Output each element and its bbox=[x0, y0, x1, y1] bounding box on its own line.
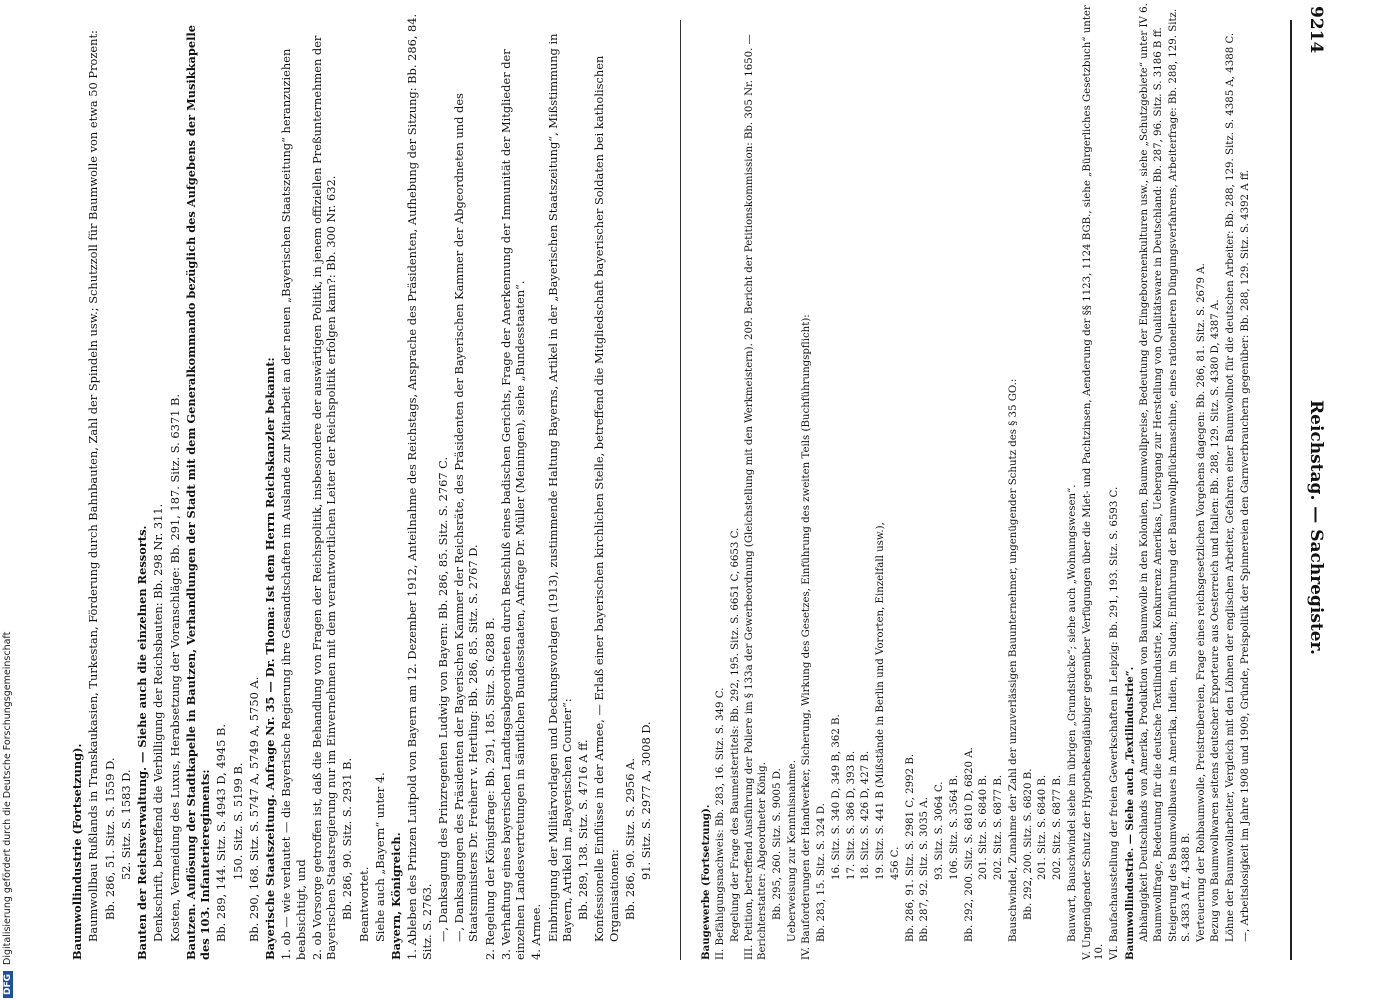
index-entry: Bb. 289, 138. Sitz. S. 4716 A ff. bbox=[576, 739, 590, 920]
index-entry: Kosten, Vermeidung des Luxus, Herabsetzung der Voranschläge: Bb. 291, 187. Sitz. S. 6371 B. bbox=[167, 394, 182, 942]
index-entry: Einbringung der Militärvorlagen und Deckungsvorlagen (1913), zustimmende Haltung Bayerns, Artikel in der „Bayerischen Staatszeitung“, Mißstimmung in Bayern, Artikel im „Bayerischen Courier“: bbox=[545, 33, 574, 942]
index-entry: 2. ob Vorsorge getroffen ist, daß die Behandlung von Fragen der Reichspolitik, insbesondere der auswärtigen Politik, in jenem offiziellen Preßunternehmen der Bayerischen Staatsregierung nur im Einvernehmen mit dem verantwortlichen Leiter der Reichspolitik erfolgen kann?: Bb. 300 Nr. 632. bbox=[309, 35, 338, 960]
index-entry: Bb. 286, 90. Sitz. S. 2931 B. bbox=[340, 757, 355, 920]
index-entry: 3. Verhaftung eines bayerischen Landtagsabgeordneten durch Beschluß eines badischen Gerichts, Frage der Anerkennung der Immunität der Mitglieder der einzelnen Landesvertretungen in sämtlichen Bundesstaaten, Anfrage Dr. Müller (Meiningen), siehe „Bundesstaaten“. bbox=[498, 49, 527, 960]
index-entry: Baumwollbau Rußlands in Transkaukasien, Turkestan, Förderung durch Bahnbauten, Zahl der Spindeln usw.; Schutzzoll für Baumwolle von etwa 50 Prozent: bbox=[86, 30, 101, 942]
index-entry: Bb. 292, 200. Sitz. S. 6820 B. bbox=[1022, 768, 1034, 920]
index-entry: Ueberweisung zur Kenntnisnahme. bbox=[786, 760, 798, 942]
index-entry: Regelung der Frage des Baumeistertitels: Bb. 292, 195. Sitz. S. 6651 C, 6653 C. bbox=[729, 527, 741, 942]
index-entry: 201. Sitz. S. 6840 B. bbox=[1037, 774, 1049, 880]
page-number: 9214 bbox=[1306, 6, 1326, 54]
dfg-logo: DFG bbox=[3, 971, 13, 998]
index-entry: Bauwart, Bauschwindel siehe im übrigen „Grundstücke“; siehe auch „Wohnungswesen“. bbox=[1066, 484, 1078, 942]
index-entry: Steigerung des Baumwollbaues in Amerika, Indien, im Sudan; Einführung der Baumwollpflückmaschine, eines rationelleren Düngungsverfahrens, Arbeiterfrage: Bb. 288, 129. Sitz. S. 4383 A ff., 4388 B. bbox=[1168, 8, 1192, 942]
index-entry: Baumwollfrage, Bedeutung für die deutsche Textilindustrie, Konkurrenz Amerikas, Uebergang zur Herstellung von Qualitätsware in Deutschland: Bb. 287, 96. Sitz. S. 3186 B ff. bbox=[1153, 27, 1165, 942]
index-entry: 93. Sitz. S. 3064 C. bbox=[934, 781, 945, 880]
index-heading: Baumwollindustrie. — Siehe auch „Textilindustrie“. bbox=[1123, 666, 1136, 960]
index-entry: Siehe auch „Bayern“ unter 4. bbox=[372, 772, 387, 942]
index-entry: Bb. 290, 168. Sitz. S. 5747 A, 5749 A, 5750 A. bbox=[246, 676, 261, 942]
index-entry: Beantwortet. bbox=[356, 866, 371, 942]
right-column bbox=[70, 0, 660, 960]
index-heading: Bayerische Staatszeitung. Anfrage Nr. 35 — Dr. Thoma: Ist dem Herrn Reichskanzler bekannt: bbox=[263, 357, 277, 960]
index-entry: 17. Sitz. S. 386 D, 393 B. bbox=[845, 750, 857, 880]
index-entry: Bb. 283, 15. Sitz. S. 324 D. bbox=[816, 803, 827, 942]
index-entry: Abhängigkeit Deutschlands von Amerika, Produktion von Baumwolle in den Kolonien, Baumwollpreise, Bedeutung der Eingeborenenkulturen usw., siehe „Schutzgebiete“ unter IV 6. bbox=[1138, 3, 1150, 942]
index-entry: V. Ungenügender Schutz der Hypothekengläubiger gegenüber Verfügungen über die Miet- und Pachtzinsen, Aenderung der §§ 1123, 1124 BGB., siehe „Bürgerliches Gesetzbuch“ unter 10. bbox=[1081, 5, 1106, 960]
column-divider bbox=[680, 20, 681, 960]
index-entry: Konfessionelle Einflüsse in der Armee, — Erlaß einer bayerischen kirchlichen Stelle, betreffend die Mitgliedschaft bayerischer Soldaten bei katholischen Organisationen: bbox=[592, 55, 621, 942]
index-heading: Bauten der Reichsverwaltung. — Siehe auch die einzelnen Ressorts. bbox=[135, 525, 149, 960]
index-entry: —, Arbeitslosigkeit im Jahre 1908 und 1909, Gründe, Preispolitik der Spinnereien den Garnverbrauchern gegenüber: Bb. 288, 129. Sitz. S. 4392 A ff. bbox=[1239, 170, 1251, 942]
index-entry: 18. Sitz. S. 426 D, 427 B. bbox=[860, 750, 872, 880]
index-entry: Bb. 287, 92. Sitz. S. 3035 A. bbox=[919, 797, 931, 942]
index-heading: Baugewerbe (Fortsetzung). bbox=[700, 804, 712, 960]
index-entry: Bb. 286, 51. Sitz. S. 1559 D. bbox=[102, 757, 117, 920]
index-heading: Bautzen. Auflösung der Stadtkapelle in Bautzen, Verhandlungen der Stadt mit dem Generalkommando bezüglich des Aufgebens der Musikkapelle des 103. Infanterieregiments: bbox=[183, 25, 212, 960]
index-entry: 150. Sitz. S. 5199 B. bbox=[230, 762, 245, 880]
index-entry: 1. Ableben des Prinzen Luitpold von Bayern am 12. Dezember 1912, Anteilnahme des Reichstags, Ansprache des Präsidenten, Aufhebung der Sitzung: Bb. 286, 84. Sitz. S. 2763. bbox=[405, 13, 434, 960]
index-entry: 1. ob — wie verlautet — die Bayerische Regierung ihre Gesandtschaften im Auslande zur Mitarbeit an der neuen „Bayerischen Staatszeitung“ heranzuziehen beabsichtigt, und bbox=[279, 48, 308, 960]
index-entry: Bezug von Baumwollwaren seitens deutscher Exporteure aus Oesterreich und Italien: Bb. 288, 129. Sitz. S. 4380 D, 4387 A. bbox=[1210, 299, 1222, 942]
index-entry: Denkschrift, betreffend die Verbilligung der Reichsbauten: Bb. 298 Nr. 311. bbox=[151, 503, 166, 942]
page-header bbox=[1292, 0, 1332, 1000]
index-entry: IV. Bauforderungen der Handwerker, Sicherung, Wirkung des Gesetzes, Einführung des zweiten Teils (Buchführungspflicht): bbox=[801, 314, 813, 960]
index-entry: 202. Sitz. S. 6877 B. bbox=[1052, 774, 1063, 880]
index-entry: III. Petition, betreffend Ausführung der Poliere im § 133a der Gewerbeordnung (Gleichstellung mit den Werkmeistern). 209. Bericht der Petitionskommission: Bb. 305 Nr. 1650. — Berichterstatter: Abgeordneter König. bbox=[744, 34, 768, 960]
index-entry: 106. Sitz. S. 3564 B. bbox=[948, 774, 960, 880]
index-entry: VI. Baufachausstellung der freien Gewerkschaften in Leipzig: Bb. 291, 193. Sitz. S. 6593 C. bbox=[1109, 486, 1120, 960]
index-entry: Bb. 292, 200. Sitz. S. 6810 D, 6820 A. bbox=[963, 747, 975, 942]
index-entry: Bb. 295, 260. Sitz. S. 9005 D. bbox=[771, 768, 783, 920]
digitization-footer bbox=[2, 18, 20, 998]
index-entry: 201. Sitz. S. 6840 B. bbox=[978, 774, 990, 880]
index-entry: 2. Regelung der Königsfrage: Bb. 291, 185. Sitz. S. 6288 B. bbox=[482, 617, 497, 960]
index-entry: Verteuerung der Rohbaumwolle, Preistreibereien, Frage eines reichsgesetzlichen Vorgehens dagegen: Bb. 286, 81. Sitz. S. 2679 A. bbox=[1195, 263, 1207, 942]
index-entry: 19. Sitz. S. 441 B (Mißstände in Berlin und Vororten, Einzelfall usw.), bbox=[875, 522, 886, 880]
index-entry: Bb. 286, 91. Sitz. S. 2981 C, 2992 B. bbox=[904, 753, 916, 942]
index-entry: 456 C. bbox=[889, 846, 901, 880]
left-column bbox=[700, 0, 1290, 960]
index-entry: 4. Armee. bbox=[529, 903, 544, 960]
index-entry: 16. Sitz. S. 340 D, 349 B, 362 B. bbox=[830, 714, 842, 880]
index-entry: Bauschwindel, Zunahme der Zahl der unzuverlässigen Bauunternehmer, ungenügender Schutz des § 35 GO.: bbox=[1007, 378, 1019, 942]
index-entry: —, Danksagungen des Präsidenten der Bayerischen Kammer der Reichsräte, des Präsidenten der Bayerischen Kammer der Abgeordneten und des Staatsministers Dr. Freiherr v. Hertling: Bb. 286, 85. Sitz. S. 2767 D. bbox=[452, 93, 481, 942]
index-entry: Bb. 286, 90. Sitz. S. 2956 A. bbox=[622, 758, 637, 920]
footer-text: Digitalisierung gefördert durch die Deutsche Forschungsgemeinschaft bbox=[2, 631, 13, 965]
index-entry: —, Danksagung des Prinzregenten Ludwig von Bayern: Bb. 286, 85. Sitz. S. 2767 C. bbox=[435, 456, 450, 942]
index-entry: 52. Sitz. S. 1583 D. bbox=[118, 769, 133, 880]
index-entry: Bb. 289, 144. Sitz. S. 4943 D, 4945 B. bbox=[214, 724, 229, 942]
index-heading: Baumwollindustrie (Fortsetzung). bbox=[70, 743, 84, 960]
index-entry: 202. Sitz. S. 6877 B. bbox=[993, 774, 1004, 880]
index-entry: Löhne der Baumwollarbeiter, Vergleich mit den Löhnen der englischen Arbeiter, Gefahren einer Baumwollnot für die deutschen Arbeiter: Bb. 288, 129. Sitz. S. 4385 A, 4388 C. bbox=[1225, 32, 1236, 942]
index-entry: 91. Sitz. S. 2977 A, 3008 D. bbox=[639, 721, 653, 880]
index-heading: Bayern, Königreich. bbox=[389, 832, 403, 960]
running-title: Reichstag. — Sachregister. bbox=[1306, 400, 1326, 655]
index-entry: II. Befähigungsnachweis: Bb. 283, 16. Sitz. S. 349 C. bbox=[714, 687, 726, 960]
